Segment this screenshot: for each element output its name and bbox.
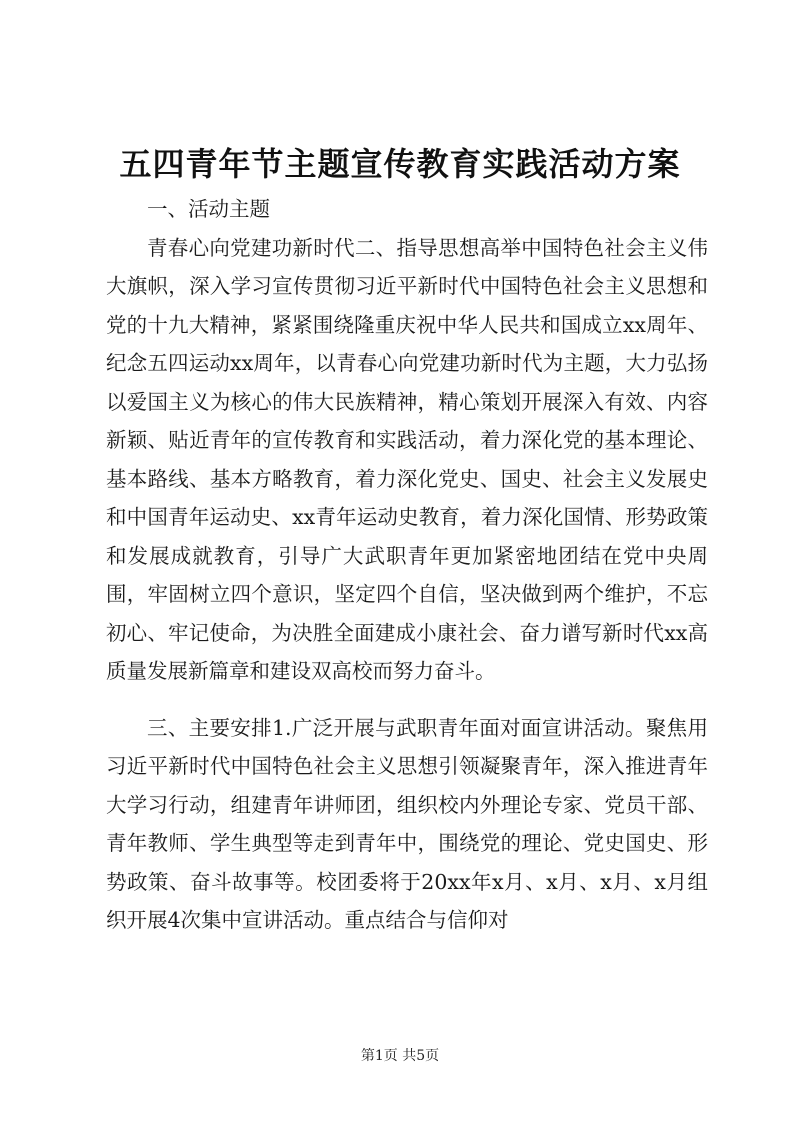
section-heading-activity-theme: 一、活动主题 xyxy=(147,197,270,221)
document-body xyxy=(106,190,708,940)
paragraph-main-arrangements: 三、主要安排1.广泛开展与武职青年面对面宣讲活动。聚焦用习近平新时代中国特色社会主义思想引领凝聚青年，深入推进青年大学习行动，组建青年讲师团，组织校内外理论专家、党员干部、青年教师、学生典型等走到青年中，围绕党的理论、党史国史、形势政策、奋斗故事等。校团委将于20xx年x月、x月、x月、x月组织开展4次集中宣讲活动。重点结合与信仰对 xyxy=(106,715,708,932)
document-title: 五四青年节主题宣传教育实践活动方案 xyxy=(119,145,681,183)
page-footer: 第1页 共5页 xyxy=(360,1048,440,1064)
paragraph-guiding-ideology: 青春心向党建功新时代二、指导思想高举中国特色社会主义伟大旗帜，深入学习宣传贯彻习近平新时代中国特色社会主义思想和党的十九大精神，紧紧围绕隆重庆祝中华人民共和国成立xx周年、纪念五四运动xx周年，以青春心向党建功新时代为主题，大力弘扬以爱国主义为核心的伟大民族精神，精心策划开展深入有效、内容新颖、贴近青年的宣传教育和实践活动，着力深化党的基本理论、基本路线、基本方略教育，着力深化党史、国史、社会主义发展史和中国青年运动史、xx青年运动史教育，着力深化国情、形势政策和发展成就教育，引导广大武职青年更加紧密地团结在党中央周围，牢固树立四个意识，坚定四个自信，坚决做到两个维护，不忘初心、牢记使命，为决胜全面建成小康社会、奋力谱写新时代xx高质量发展新篇章和建设双高校而努力奋斗。 xyxy=(106,235,708,683)
